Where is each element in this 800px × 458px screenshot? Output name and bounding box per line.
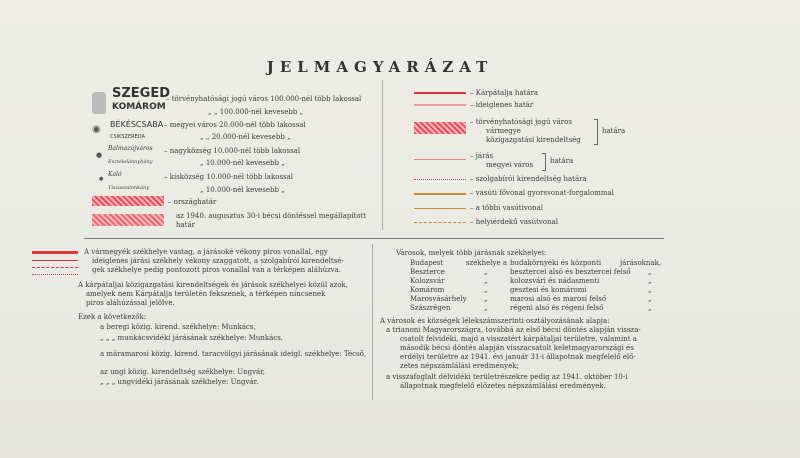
city-szeged: SZEGED: [112, 86, 171, 101]
border-1940-swatch: [92, 214, 164, 226]
county-seat-line: [32, 251, 78, 254]
note-left-9: „ „ „ munkácsvidéki járásának székhelye: Munkács,: [100, 334, 284, 342]
legend-row-8: „ 10.000-nél kevesebb „: [200, 186, 285, 194]
admin-border-swatch: [414, 122, 466, 134]
city-csikszereda: CSIKSZEREDA: [110, 134, 145, 140]
legend-1940-b: határ: [176, 221, 196, 229]
seat-row-4-end: „: [648, 286, 652, 294]
note-left-2: ideiglenes járási székhely vékony szaggatott, a szolgabírói kirendeltsé-: [92, 257, 344, 265]
seat-row-5-district: marosi alsó és marosi felső: [510, 295, 607, 303]
note-right-para-5: erdélyi területre az 1941. évi január 31-i állapotnak megfelelő elő-: [400, 353, 636, 361]
town-eszeny: Esztélelánnyhány: [108, 159, 153, 165]
note-right-para-3: csatolt felvidéki, majd a visszatért kárpátaljai területre, valamint a: [400, 335, 637, 343]
note-left-6: piros aláhúzással jelölve.: [86, 299, 175, 307]
city-bekescsaba: BÉKÉSCSABA: [110, 120, 164, 129]
seat-row-1-city: Budapest: [410, 259, 444, 267]
legend-row-7: – kisközség 10.000-nél több lakossal: [164, 173, 294, 181]
note-right-para-8: állapotnak megfelelő előzetes népszámlálási eredmények.: [400, 382, 606, 390]
note-left-3: gek székhelye pedig pontozott piros vonallal van a térképen aláhúzva.: [92, 266, 342, 274]
tiny-dot-icon: ●: [99, 176, 104, 182]
seat-row-5-mid: „: [484, 295, 488, 303]
railway-other-line: [414, 208, 466, 209]
legend-hatara-2: határa: [550, 157, 574, 165]
seat-row-6-mid: „: [484, 304, 488, 312]
note-left-5: amelyek nem Kárpátalja területén fekszenek, a térképen nincsenek: [86, 290, 326, 298]
seat-row-1-end: járásoknak,: [620, 259, 662, 267]
town-cluster-icon: [92, 92, 106, 114]
note-left-8: a beregi közig. kirend. székhelye: Munkács,: [100, 323, 256, 331]
legend-vasut-tobbi: – a többi vasútivonal: [470, 204, 543, 212]
note-left-12: „ „ „ ungvidéki járásának székhelye: Ungvár.: [100, 378, 259, 386]
section-separator: [84, 238, 664, 239]
seat-row-3-mid: „: [484, 277, 488, 285]
legend-row-1: – törvényhatósági jogú város 100.000-nél több lakossal: [166, 95, 362, 103]
village-tiszazsolnok: Tiszaszalonkány: [108, 185, 150, 191]
seat-row-4-city: Komárom: [410, 286, 445, 294]
seat-row-1-district: budakörnyéki és központi: [510, 259, 602, 267]
legend-ideiglenes: – ideiglenes határ: [470, 101, 534, 109]
legend-vasut-fo: – vasúti fővonal gyorsvonat-forgalommal: [470, 189, 614, 197]
temp-seat-line: [32, 267, 78, 268]
seat-row-2-city: Beszterce: [410, 268, 445, 276]
legend-orszaghatar: – országhatár: [168, 198, 217, 206]
kirendeltseg-seat-line: [32, 274, 78, 275]
seat-row-3-end: „: [648, 277, 652, 285]
note-left-10: a máramarosi közig. kirend. taracvölgyi járásának ideigl. székhelye: Técső,: [100, 350, 367, 358]
seat-row-4-district: gesztesi és komáromi: [510, 286, 587, 294]
brace-1: [594, 119, 598, 145]
legend-jaras-b: megyei város: [486, 161, 534, 169]
legend-row-5: – nagyközség 10.000-nél több lakossal: [164, 147, 301, 155]
seat-row-3-city: Kolozsvár: [410, 277, 445, 285]
seat-row-6-city: Szászrégen: [410, 304, 451, 312]
railway-local-line: [414, 222, 466, 223]
note-right-para-1: A városok és községek lélekszámszerinti osztályozásának alapja:: [380, 317, 610, 325]
karpatalja-line: [414, 92, 466, 94]
legend-tj-c: közigazgatási kirendeltség: [486, 136, 581, 144]
legend-jaras-a: – járás: [470, 152, 494, 160]
brace-2: [542, 153, 546, 171]
legend-tj-a: – törvényhatósági jogú város: [470, 118, 572, 126]
seat-row-1-mid: székhelye a: [466, 259, 508, 267]
note-left-7: Ezek a következők:: [78, 313, 147, 321]
note-left-1: A vármegyék székhelye vastag, a járásoké vékony piros vonallal, egy: [84, 248, 328, 256]
note-right-para-2: a trianoni Magyarországra, továbbá az első bécsi döntés alapján vissza-: [386, 326, 641, 334]
village-kalo: Kaló: [108, 171, 122, 178]
note-right-para-4: második bécsi döntés alapján visszacsatolt keletmagyarországi és: [400, 344, 634, 352]
note-left-11: az ungi közig. kirendeltség székhelye: Ungvár,: [100, 368, 266, 376]
legend-karpatalja: – Kárpátalja határa: [470, 89, 539, 97]
city-komarom: KOMÁROM: [112, 102, 166, 112]
ideiglenes-line: [414, 104, 466, 106]
note-right-intro: Városok, melyek több járásnak székhelyei:: [396, 249, 547, 257]
seat-row-2-mid: „: [484, 268, 488, 276]
seat-row-4-mid: „: [484, 286, 488, 294]
legend-1940-a: az 1940. augusztus 30-i bécsi döntéssel megállapított: [176, 212, 367, 220]
seat-row-6-end: „: [648, 304, 652, 312]
circle-dot-icon: ◉: [92, 124, 101, 135]
seat-row-5-city: Marosvásárhely: [410, 295, 467, 303]
seat-row-3-district: kolozsvári és nádasmenti: [510, 277, 600, 285]
legend-helyi: – helyiérdekű vasútvonal: [470, 218, 559, 226]
seat-row-6-district: régeni alsó és régeni felső: [510, 304, 604, 312]
legend-row-6: „ 10.000-nél kevesebb „: [200, 159, 285, 167]
legend-row-3: – megyei város 20.000-nél több lakossal: [164, 121, 306, 129]
note-right-para-7: a visszafoglalt délvidéki területrészekre pedig az 1941. október 10-i: [386, 373, 628, 381]
legend-title: JELMAGYARÁZAT: [266, 58, 494, 76]
seat-row-5-end: „: [648, 295, 652, 303]
legend-hatara-1: határa: [602, 127, 626, 135]
town-balmazujvaros: Balmazújváros: [108, 145, 153, 152]
column-divider-bottom: [372, 244, 373, 400]
legend-row-2: „ „ 100.000-nél kevesebb „: [208, 108, 304, 116]
column-divider-top: [382, 80, 383, 230]
railway-main-line: [414, 193, 466, 195]
legend-tj-b: vármegye: [486, 127, 521, 135]
note-right-para-6: zetes népszámlálási eredmények;: [400, 362, 519, 370]
seat-row-2-district: besztercei alsó és besztercei felső: [510, 268, 631, 276]
small-dot-icon: ●: [96, 151, 103, 159]
legend-szolgabiroi: – szolgabírói kirendeltség határa: [470, 175, 587, 183]
district-seat-line: [32, 260, 78, 261]
seat-row-2-end: „: [648, 268, 652, 276]
legend-row-4: „ „ 20.000-nél kevesebb „: [200, 133, 291, 141]
country-border-swatch: [92, 196, 164, 206]
szolgabiroi-line: [414, 179, 466, 180]
jaras-line: [414, 159, 466, 160]
note-left-4: A kárpátaljai közigazgatási kirendeltségek és járások székhelyei közül azok,: [78, 281, 348, 289]
